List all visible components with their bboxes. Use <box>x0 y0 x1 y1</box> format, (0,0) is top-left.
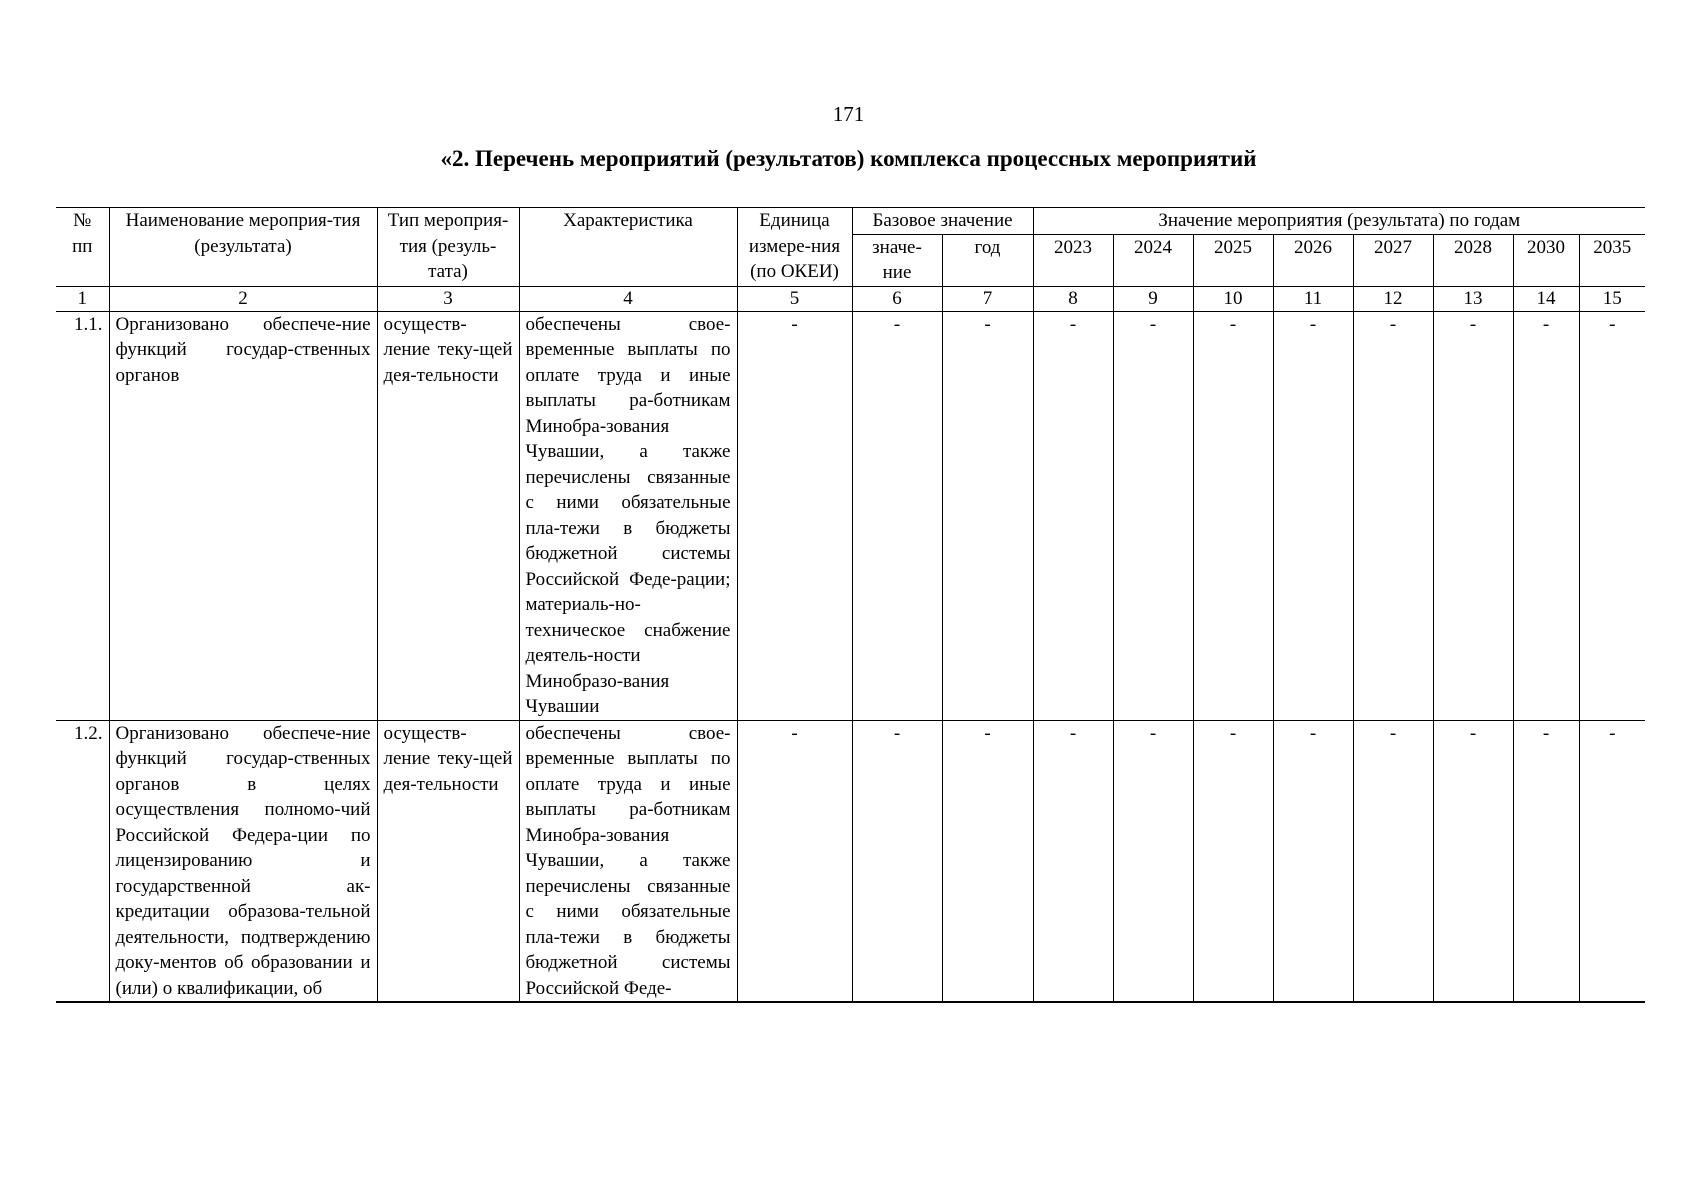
header-values-by-year: Значение мероприятия (результата) по годам <box>1033 208 1645 235</box>
row-value-2023: - <box>1033 311 1113 720</box>
row-value-2027: - <box>1353 720 1433 1002</box>
column-number: 13 <box>1433 286 1513 311</box>
header-year: 2025 <box>1193 234 1273 286</box>
table-row <box>56 311 1645 720</box>
row-value-2026: - <box>1273 311 1353 720</box>
column-number: 11 <box>1273 286 1353 311</box>
column-number: 3 <box>377 286 519 311</box>
row-unit: - <box>737 311 852 720</box>
column-number: 9 <box>1113 286 1193 311</box>
column-number: 15 <box>1579 286 1645 311</box>
page-number: 171 <box>832 102 865 126</box>
row-characteristic: обеспечены свое-временные выплаты по оплате труда и иные выплаты ра-ботникам Минобра-зования Чувашии, а также перечислены связанные с ними обязательные пла-тежи в бюджеты бюджетной системы Российской Феде-рации; материаль-но-техническое снабжение деятель-ности Минобразо-вания Чувашии <box>519 311 737 720</box>
header-characteristic: Характеристика <box>519 208 737 287</box>
header-year: 2035 <box>1579 234 1645 286</box>
column-number: 10 <box>1193 286 1273 311</box>
column-number: 2 <box>109 286 377 311</box>
header-name: Наименование мероприя-тия (результата) <box>109 208 377 287</box>
table-header-row <box>56 208 1645 235</box>
row-value-2030: - <box>1513 311 1579 720</box>
column-number: 1 <box>56 286 109 311</box>
header-year: 2023 <box>1033 234 1113 286</box>
column-number: 14 <box>1513 286 1579 311</box>
row-name: Организовано обеспече-ние функций государ-ственных органов в целях осуществления полномо-чий Российской Федера-ции по лицензированию и государственной ак-кредитации образова-тельной деятельности, подтверждению доку-ментов об образовании и (или) о квалификации, об <box>109 720 377 1002</box>
row-value-2035: - <box>1579 720 1645 1002</box>
measures-table <box>56 207 1645 1003</box>
row-unit: - <box>737 720 852 1002</box>
column-number: 6 <box>852 286 942 311</box>
column-number: 12 <box>1353 286 1433 311</box>
row-type: осуществ-ление теку-щей дея-тельности <box>377 720 519 1002</box>
row-value-2030: - <box>1513 720 1579 1002</box>
header-year: 2024 <box>1113 234 1193 286</box>
row-value-2028: - <box>1433 720 1513 1002</box>
row-value-2024: - <box>1113 311 1193 720</box>
header-year: 2030 <box>1513 234 1579 286</box>
row-value-2026: - <box>1273 720 1353 1002</box>
row-base-value: - <box>852 720 942 1002</box>
row-value-2024: - <box>1113 720 1193 1002</box>
column-number: 8 <box>1033 286 1113 311</box>
header-type: Тип мероприя-тия (резуль-тата) <box>377 208 519 287</box>
header-no: № пп <box>56 208 109 287</box>
column-number: 7 <box>942 286 1033 311</box>
row-name: Организовано обеспече-ние функций государ-ственных органов <box>109 311 377 720</box>
row-value-2027: - <box>1353 311 1433 720</box>
column-number: 5 <box>737 286 852 311</box>
row-type: осуществ-ление теку-щей дея-тельности <box>377 311 519 720</box>
header-year: 2028 <box>1433 234 1513 286</box>
column-numbers-row <box>56 286 1645 311</box>
header-base: Базовое значение <box>852 208 1033 235</box>
header-base-year: год <box>942 234 1033 286</box>
document-title: «2. Перечень мероприятий (результатов) комплекса процессных мероприятий <box>440 146 1257 171</box>
row-base-year: - <box>942 311 1033 720</box>
row-base-year: - <box>942 720 1033 1002</box>
row-value-2035: - <box>1579 311 1645 720</box>
row-value-2025: - <box>1193 311 1273 720</box>
row-number: 1.2. <box>56 720 109 1002</box>
row-value-2025: - <box>1193 720 1273 1002</box>
row-number: 1.1. <box>56 311 109 720</box>
row-base-value: - <box>852 311 942 720</box>
table-row <box>56 720 1645 1002</box>
header-year: 2027 <box>1353 234 1433 286</box>
row-characteristic: обеспечены свое-временные выплаты по оплате труда и иные выплаты ра-ботникам Минобра-зования Чувашии, а также перечислены связанные с ними обязательные пла-тежи в бюджеты бюджетной системы Российской Феде- <box>519 720 737 1002</box>
row-value-2023: - <box>1033 720 1113 1002</box>
row-value-2028: - <box>1433 311 1513 720</box>
column-number: 4 <box>519 286 737 311</box>
header-base-value: значе-ние <box>852 234 942 286</box>
header-year: 2026 <box>1273 234 1353 286</box>
header-unit: Единица измере-ния (по ОКЕИ) <box>737 208 852 287</box>
